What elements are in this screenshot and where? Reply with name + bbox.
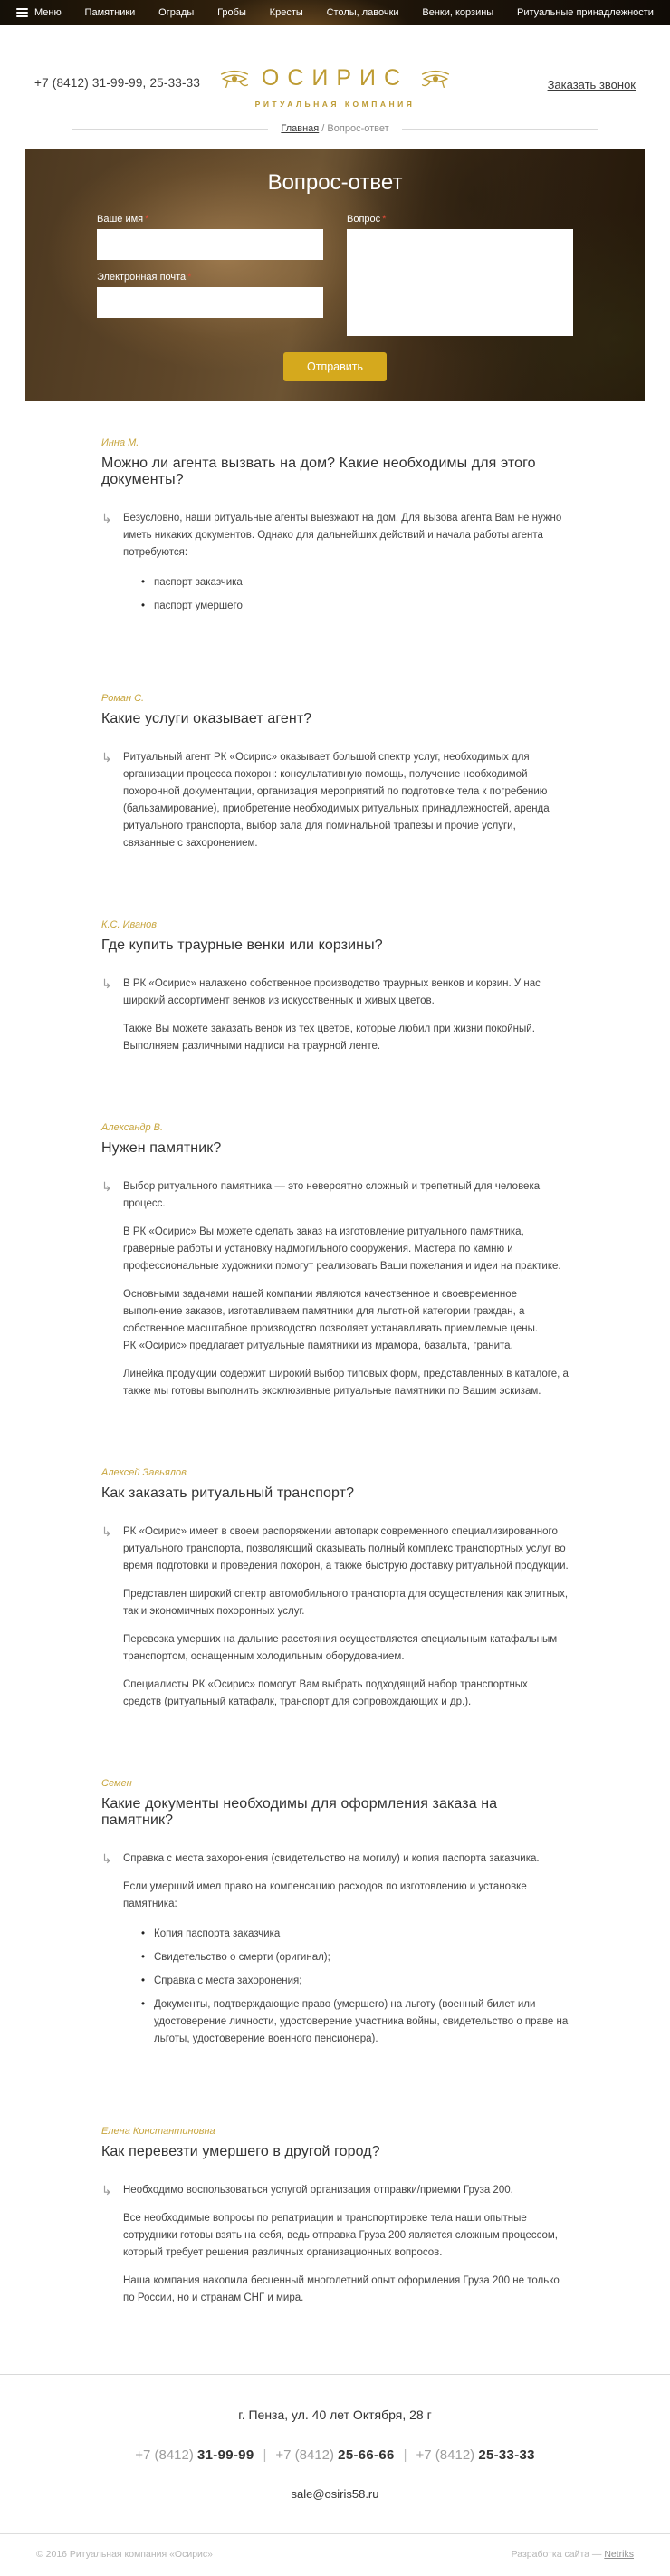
qa-author-name: Алексей Завьялов (101, 1467, 187, 1478)
qa-bullet-text: Свидетельство о смерти (оригинал); (154, 1952, 330, 1963)
eye-of-horus-icon (218, 69, 251, 89)
bottom-bar (0, 2533, 670, 2576)
question-label: Вопрос * (347, 214, 387, 225)
qa-bullet-item (141, 574, 569, 591)
submit-button[interactable]: Отправить (283, 352, 387, 381)
qa-list (101, 437, 569, 2307)
nav-item-label: Гробы (217, 7, 246, 18)
qa-answer-body (123, 1523, 569, 1711)
footer-phone-2[interactable]: +7 (8412) 25-66-66 (275, 2447, 395, 2463)
required-mark: * (382, 214, 387, 225)
hero-banner (25, 149, 645, 401)
nav-item-3[interactable] (158, 7, 194, 18)
footer-phones (0, 2447, 670, 2463)
qa-answer (101, 976, 569, 1055)
nav-item-label: Меню (34, 7, 62, 18)
qa-author-name: К.С. Иванов (101, 919, 157, 930)
qa-paragraph: В РК «Осирис» налажено собственное производство траурных венков и корзин. У нас широкий ассортимент венков из искусственных и живых цветов. (123, 978, 541, 1006)
breadcrumb (72, 123, 598, 134)
qa-paragraph: Линейка продукции содержит широкий выбор типовых форм, представленных в каталоге, а также мы готовы выполнить эксклюзивные ритуальные памятники по Вашим эскизам. (123, 1369, 569, 1397)
eye-of-horus-icon (419, 69, 452, 89)
required-mark: * (187, 272, 192, 283)
bullet-dot: • (141, 1999, 146, 2010)
qa-question-title: Какие услуги оказывает агент? (101, 711, 312, 726)
email-input[interactable] (97, 287, 323, 318)
page-title: Вопрос-ответ (267, 170, 403, 195)
qa-question-title: Какие документы необходимы для оформления заказа на памятник? (101, 1796, 498, 1828)
qa-bullet-text: Документы, подтверждающие право (умершего) на льготу (военный билет или удостоверение личности, удостоверение участника войны, свидетельство о праве на льготы, удостоверение военного пенсионера). (154, 1999, 569, 2044)
nav-item-6[interactable] (327, 7, 399, 18)
question-textarea[interactable] (347, 229, 573, 336)
qa-paragraph: Также Вы можете заказать венок из тех цветов, которые любил при жизни покойный. Выполняем различными надписи на траурной ленте. (123, 1024, 535, 1052)
nav-item-label: Столы, лавочки (326, 7, 399, 18)
qa-bullet-item (141, 1949, 569, 1966)
qa-bullet-item (141, 1996, 569, 2048)
menu-icon (16, 6, 28, 19)
qa-paragraph: Основными задачами нашей компании являются качественное и своевременное выполнение заказов, изготавливаем памятники для льготной категории граждан, а собственное масштабное производство позволяет устанавливать приемлемые цены. РК «Осирис» предлагает ритуальные памятники из мрамора, базальта, гранита. (123, 1289, 539, 1351)
required-mark: * (145, 214, 149, 225)
developer-credit: Разработка сайта — Netriks (511, 2549, 634, 2560)
qa-answer (101, 510, 569, 626)
footer-email-link[interactable]: sale@osiris58.ru (291, 2487, 379, 2501)
qa-paragraph: Ритуальный агент РК «Осирис» оказывает большой спектр услуг, необходимых для организации процесса похорон: консультативную помощь, получение необходимой похоронной документации, организация мероприятий по подготовке тела к погребению (бальзамирование), приобретение необходимых ритуальных принадлежностей, аренда ритуального транспорта, выбор зала для поминальной трапезы и прочие услуги, связанные с захоронением. (123, 752, 550, 849)
bullet-dot: • (141, 1975, 146, 1986)
name-input[interactable] (97, 229, 323, 260)
qa-section-3 (101, 919, 569, 1055)
qa-paragraph: Необходимо воспользоваться услугой организация отправки/приемки Груза 200. (123, 2185, 513, 2196)
nav-item-5[interactable] (270, 7, 303, 18)
footer-phone-number: 25-66-66 (338, 2447, 395, 2463)
footer-phone-1[interactable]: +7 (8412) 31-99-99 (135, 2447, 254, 2463)
email-label: Электронная почта * (97, 272, 192, 283)
nav-item-1[interactable] (16, 6, 62, 19)
qa-paragraph: Наша компания накопила бесценный многолетний опыт оформления Груза 200 не только по России, но и странам СНГ и мира. (123, 2275, 560, 2303)
qa-paragraph: Представлен широкий спектр автомобильного транспорта для осуществления как элитных, так и экономичных похоронных услуг. (123, 1589, 569, 1617)
qa-section-1 (101, 437, 569, 626)
qa-bullet-text: паспорт умершего (154, 601, 243, 611)
footer-phone-3[interactable]: +7 (8412) 25-33-33 (416, 2447, 535, 2463)
nav-item-label: Памятники (84, 7, 136, 18)
qa-bullet-list (141, 1926, 569, 2048)
qa-question-title: Как заказать ритуальный транспорт? (101, 1485, 355, 1501)
nav-item-8[interactable] (517, 7, 654, 18)
nav-item-label: Кресты (269, 7, 303, 18)
answer-arrow-icon: ↳ (101, 976, 112, 991)
bullet-dot: • (141, 577, 146, 588)
qa-paragraph: Справка с места захоронения (свидетельство на могилу) и копия паспорта заказчика. (123, 1853, 540, 1864)
footer-address: г. Пенза, ул. 40 лет Октября, 28 г (238, 2408, 432, 2422)
developer-link[interactable]: Netriks (604, 2549, 634, 2560)
breadcrumb-line-left (72, 129, 268, 130)
qa-paragraph: Специалисты РК «Осирис» помогут Вам выбрать подходящий набор транспортных средств (ритуальный катафалк, транспорт для сопровождающих и др.). (123, 1679, 528, 1707)
nav-item-4[interactable] (217, 7, 246, 18)
breadcrumb-line-right (402, 129, 598, 130)
qa-answer-body (123, 1178, 569, 1400)
callback-link[interactable]: Заказать звонок (547, 78, 636, 91)
nav-item-label: Венки, корзины (422, 7, 494, 18)
question-form (97, 214, 573, 336)
footer-phone-number: 31-99-99 (197, 2447, 254, 2463)
qa-bullet-text: Справка с места захоронения; (154, 1975, 302, 1986)
qa-bullet-text: паспорт заказчика (154, 577, 243, 588)
qa-answer (101, 749, 569, 852)
nav-item-label: Ограды (158, 7, 195, 18)
qa-author-name: Елена Константиновна (101, 2126, 215, 2137)
nav-item-label: Ритуальные принадлежности (517, 7, 654, 18)
answer-arrow-icon: ↳ (101, 2183, 112, 2197)
bullet-dot: • (141, 1952, 146, 1963)
qa-answer-body (123, 510, 569, 626)
nav-item-2[interactable] (85, 7, 136, 18)
qa-answer (101, 1523, 569, 1711)
qa-bullet-list (141, 574, 569, 615)
header-phone[interactable]: +7 (8412) 31-99-99, 25-33-33 (34, 76, 201, 90)
qa-section-5 (101, 1467, 569, 1711)
bullet-dot: • (141, 601, 146, 611)
qa-section-6 (101, 1778, 569, 2059)
qa-section-2 (101, 693, 569, 852)
qa-answer (101, 2182, 569, 2307)
qa-question-title: Можно ли агента вызвать на дом? Какие необходимы для этого документы? (101, 456, 536, 487)
footer (0, 2374, 670, 2533)
qa-paragraph: РК «Осирис» имеет в своем распоряжении автопарк современного специализированного ритуального транспорта, позволяющий оказывать полный комплекс транспортных услуг во время подготовки и проведения похорон, а также быструю доставку ритуальной продукции. (123, 1526, 569, 1572)
breadcrumb-current: Вопрос-ответ (327, 123, 389, 134)
site-header (0, 25, 670, 111)
qa-author-name: Александр В. (101, 1122, 164, 1133)
qa-author-name: Семен (101, 1778, 132, 1789)
breadcrumb-home-link[interactable]: Главная (281, 123, 320, 134)
qa-bullet-item (141, 1926, 569, 1943)
answer-arrow-icon: ↳ (101, 1179, 112, 1194)
qa-section-4 (101, 1122, 569, 1400)
qa-paragraph: В РК «Осирис» Вы можете сделать заказ на изготовление ритуального памятника, граверные работы и установку надмогильного сооружения. Мастера по камню и профессиональные художники помогут реализовать Ваши пожелания и идеи на практике. (123, 1226, 561, 1272)
answer-arrow-icon: ↳ (101, 750, 112, 764)
qa-section-7 (101, 2126, 569, 2307)
qa-question-title: Нужен памятник? (101, 1140, 222, 1156)
name-label: Ваше имя * (97, 214, 149, 225)
qa-paragraph: Все необходимые вопросы по репатриации и транспортировке тела наши опытные сотрудники готовы взять на себя, ведь отправка Груза 200 является сложным процессом, который требует решения различных организационных вопросов. (123, 2213, 558, 2258)
qa-answer-body (123, 1850, 569, 2059)
logo-subtitle: РИТУАЛЬНАЯ КОМПАНИЯ (254, 100, 416, 109)
answer-arrow-icon: ↳ (101, 1851, 112, 1866)
qa-answer (101, 1850, 569, 2059)
phone-separator: | (263, 2447, 267, 2463)
qa-question-title: Где купить траурные венки или корзины? (101, 937, 383, 953)
answer-arrow-icon: ↳ (101, 511, 112, 525)
nav-item-7[interactable] (422, 7, 493, 18)
phone-separator: | (403, 2447, 407, 2463)
qa-author-name: Роман С. (101, 693, 145, 704)
bullet-dot: • (141, 1928, 146, 1939)
qa-answer-body (123, 976, 569, 1055)
main-nav-items (16, 6, 654, 19)
qa-answer (101, 1178, 569, 1400)
qa-question-title: Как перевезти умершего в другой город? (101, 2144, 380, 2159)
footer-phone-number: 25-33-33 (478, 2447, 535, 2463)
logo-title: ОСИРИС (261, 65, 409, 91)
breadcrumb-separator: / (321, 123, 325, 134)
qa-bullet-item (141, 598, 569, 615)
qa-paragraph: Если умерший имел право на компенсацию расходов по изготовлению и установке памятника: (123, 1881, 527, 1909)
qa-author-name: Инна М. (101, 437, 139, 448)
qa-paragraph: Безусловно, наши ритуальные агенты выезжают на дом. Для вызова агента Вам не нужно иметь никаких документов. Однако для дальнейших действий и начала работы агента потребуются: (123, 513, 562, 558)
qa-bullet-item (141, 1973, 569, 1990)
answer-arrow-icon: ↳ (101, 1524, 112, 1539)
copyright-text: © 2016 Ритуальная компания «Осирис» (36, 2549, 214, 2560)
qa-answer-body (123, 2182, 569, 2307)
top-nav (0, 0, 670, 25)
qa-bullet-text: Копия паспорта заказчика (154, 1928, 281, 1939)
qa-paragraph: Выбор ритуального памятника — это невероятно сложный и трепетный для человека процесс. (123, 1181, 541, 1209)
qa-paragraph: Перевозка умерших на дальние расстояния осуществляется специальным катафальным транспортом, оснащенным холодильным оборудованием. (123, 1634, 558, 1662)
qa-answer-body (123, 749, 569, 852)
